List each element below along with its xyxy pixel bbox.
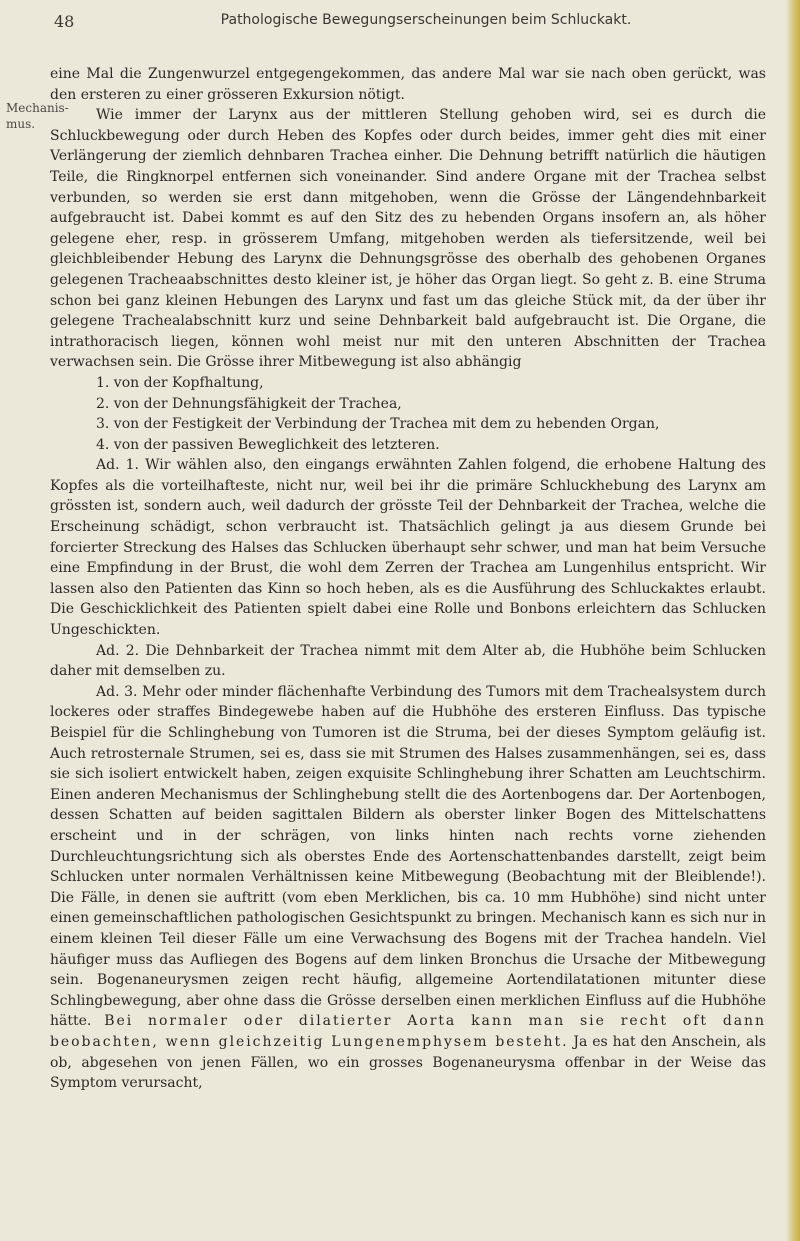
list-item: 3. von der Festigkeit der Verbindung der Trachea mit dem zu hebenden Organ,	[96, 416, 660, 433]
paragraph-1: eine Mal die Zungenwurzel entgegengekommen, das andere Mal war sie nach oben gerückt, was den ersteren zu einer grösseren Exkursion nötigt.	[50, 66, 766, 103]
paragraph-ad3	[50, 682, 766, 1094]
paragraph-2: Wie immer der Larynx aus der mittleren Stellung gehoben wird, sei es durch die Schluckbewegung oder durch Heben des Kopfes oder durch beides, immer geht dies mit einer Verlängerung der ziemlich dehnbaren Trachea einher. Die Dehnung betrifft natürlich die häutigen Teile, die Ringknorpel entfernen sich voneinander. Sind andere Organe mit der Trachea selbst verbunden, so werden sie erst dann mitgehoben, wenn die Grösse der Längendehnbarkeit aufgebraucht ist. Dabei kommt es auf den Sitz des zu hebenden Organs insofern an, als höher gelegene eher, resp. in grösserem Umfang, mitgehoben werden als tiefersitzende, weil bei gleichbleibender Hebung des Larynx die Dehnungsgrösse des oberhalb des gehobenen Organes gelegenen Tracheaabschnittes desto kleiner ist, je höher das Organ liegt. So geht z. B. eine Struma schon bei ganz kleinen Hebungen des Larynx und fast um das gleiche Stück mit, da der über ihr gelegene Trachealabschnitt kurz und seine Dehnbarkeit bald aufgebraucht ist. Die Organe, die intrathoracisch liegen, können wohl meist nur mit den unteren Abschnitten der Trachea verwachsen sein. Die Grösse ihrer Mitbewegung ist also abhängig	[50, 107, 766, 371]
enumerated-list	[50, 373, 766, 455]
list-item: 1. von der Kopfhaltung,	[96, 374, 264, 391]
page-number: 48	[54, 12, 75, 31]
list-item: 2. von der Dehnungsfähigkeit der Trachea,	[96, 395, 402, 412]
ad3-text: Ad. 3. Mehr oder minder flächenhafte Verbindung des Tumors mit dem Trachealsystem durch lockeres oder straffes Bindegewebe haben auf die Hubhöhe des ersteren Einfluss. Das typische Beispiel für die Schlinghebung von Tumoren ist die Struma, bei der dieses Symptom geläufig ist. Auch retrosternale Strumen, sei es, dass sie mit Strumen des Halses zusammenhängen, sei es, dass sie sich isoliert entwickelt haben, zeigen exquisite Schlinghebung ihrer Schatten am Leuchtschirm. Einen anderen Mechanismus der Schlinghebung stellt die des Aortenbogens dar. Der Aortenbogen, dessen Schatten auf beiden sagittalen Bildern als oberster linker Bogen des Mittelschattens erscheint und in der schrägen, von links hinten nach rechts vorne ziehenden Durchleuchtungsrichtung sich als oberstes Ende des Aortenschattenbandes darstellt, zeigt beim Schlucken unter normalen Verhältnissen keine Mitbewegung (Beobachtung mit der Bleiblende!). Die Fälle, in denen sie auftritt (vom eben Merklichen, bis ca. 10 mm Hubhöhe) sind nicht unter einen gemeinschaftlichen pathologischen Gesichtspunkt zu bringen. Mechanisch kann es sich nur in einem kleinen Teil dieser Fälle um eine Verwachsung des Bogens mit der Trachea handeln. Viel häufiger muss das Aufliegen des Bogens auf dem linken Bronchus die Ursache der Mitbewegung sein. Bogenaneurysmen zeigen recht häufig, allgemeine Aortendilatationen mitunter diese Schlingbewegung, aber ohne dass die Grösse derselben einen merklichen Einfluss auf die Hubhöhe hätte.	[50, 683, 766, 1030]
paragraph-ad1: Ad. 1. Wir wählen also, den eingangs erwähnten Zahlen folgend, die erhobene Haltung des Kopfes als die vorteilhafteste, nicht nur, weil bei ihr die primäre Schluckhebung des Larynx am grössten ist, sondern auch, weil dadurch der grösste Teil der Dehnbarkeit der Trachea, welche die Erscheinung schädigt, schon verbraucht ist. Thatsächlich gelingt ja aus diesem Grunde bei forcierter Streckung des Halses das Schlucken überhaupt sehr schwer, und man hat beim Versuche eine Empfindung in der Brust, die wohl dem Zerren der Trachea am Lungenhilus entspricht. Wir lassen also den Patienten das Kinn so hoch heben, als es die Ausführung des Schluckaktes erlaubt. Die Geschicklichkeit des Patienten spielt dabei eine Rolle und Bonbons erleichtern das Schlucken Ungeschickten.	[50, 457, 766, 639]
margin-note-text: Mechanis- mus.	[6, 101, 69, 131]
ad3-continuation: Ja es hat den Anschein, als ob, abgesehen von jenen Fällen, wo ein grosses Bogenaneurysma offenbar in der Weise das Symptom verursacht,	[50, 1033, 766, 1092]
ad3-spaced-emphasis: Bei normaler oder dilatierter Aorta kann man sie recht oft dann beobachten, wenn gleichzeitig Lungenemphysem besteht.	[50, 1013, 766, 1050]
margin-note	[6, 100, 69, 132]
page-edge	[786, 0, 800, 1241]
list-item: 4. von der passiven Beweglichkeit des letzteren.	[96, 436, 440, 453]
running-title: Pathologische Bewegungserscheinungen beim Schluckakt.	[220, 12, 632, 28]
body-text	[50, 64, 766, 1094]
paragraph-ad2: Ad. 2. Die Dehnbarkeit der Trachea nimmt mit dem Alter ab, die Hubhöhe beim Schlucken daher mit demselben zu.	[50, 642, 766, 680]
